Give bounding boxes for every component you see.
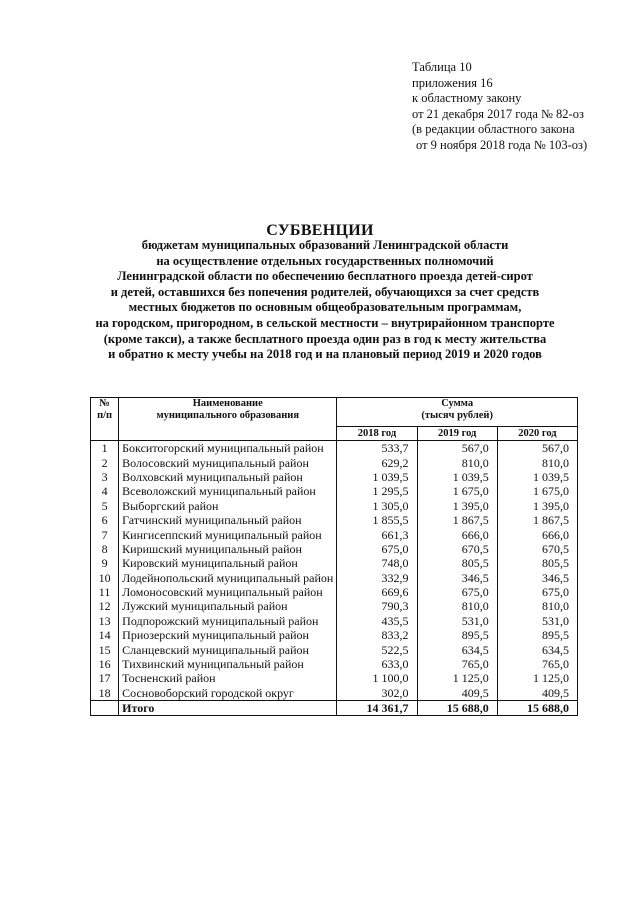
column-header-name [119, 398, 337, 441]
row-value-2018: 332,9 [337, 571, 417, 585]
row-number: 9 [91, 556, 119, 570]
row-number: 3 [91, 470, 119, 484]
row-name: Тосненский район [119, 671, 337, 685]
row-value-2019: 409,5 [417, 686, 497, 701]
table-row [91, 657, 578, 671]
row-value-2019: 531,0 [417, 614, 497, 628]
row-value-2020: 409,5 [497, 686, 577, 701]
row-value-2019: 346,5 [417, 571, 497, 585]
row-value-2019: 634,5 [417, 642, 497, 656]
total-value-2019: 15 688,0 [417, 701, 497, 716]
row-name: Кингисеппский муниципальный район [119, 527, 337, 541]
row-value-2019: 765,0 [417, 657, 497, 671]
total-row [91, 701, 578, 716]
row-name: Выборгский район [119, 499, 337, 513]
subtitle-line: на осуществление отдельных государственных полномочий [156, 253, 494, 268]
row-value-2018: 833,2 [337, 628, 417, 642]
row-name: Лодейнопольский муниципальный район [119, 571, 337, 585]
total-value-2020: 15 688,0 [497, 701, 577, 716]
row-value-2019: 670,5 [417, 542, 497, 556]
total-label: Итого [119, 701, 337, 716]
row-name: Гатчинский муниципальный район [119, 513, 337, 527]
row-value-2020: 1 867,5 [497, 513, 577, 527]
row-value-2020: 1 675,0 [497, 484, 577, 498]
row-value-2019: 567,0 [417, 441, 497, 456]
column-header-year: 2019 год [417, 427, 497, 441]
table-row [91, 599, 578, 613]
row-value-2018: 790,3 [337, 599, 417, 613]
row-value-2018: 633,0 [337, 657, 417, 671]
subsidy-table [90, 397, 578, 716]
row-name: Бокситогорский муниципальный район [119, 441, 337, 456]
row-name: Сосновоборский городской округ [119, 686, 337, 701]
row-value-2019: 1 675,0 [417, 484, 497, 498]
table-row [91, 585, 578, 599]
header-line: от 21 декабря 2017 года № 82-оз [412, 106, 584, 121]
column-header-number: № п/п [91, 398, 119, 441]
table-row [91, 571, 578, 585]
row-value-2020: 765,0 [497, 657, 577, 671]
row-number: 14 [91, 628, 119, 642]
row-value-2018: 1 305,0 [337, 499, 417, 513]
subtitle-line: местных бюджетов по основным общеобразовательным программам, [128, 300, 522, 315]
row-value-2018: 1 855,5 [337, 513, 417, 527]
table-row [91, 671, 578, 685]
row-value-2020: 895,5 [497, 628, 577, 642]
row-value-2019: 675,0 [417, 585, 497, 599]
header-line: к областному закону [412, 91, 522, 106]
row-number: 4 [91, 484, 119, 498]
column-header-year: 2018 год [337, 427, 417, 441]
document-title: СУБВЕНЦИИ [266, 222, 374, 239]
row-number: 1 [91, 441, 119, 456]
row-name: Приозерский муниципальный район [119, 628, 337, 642]
column-header-year: 2020 год [497, 427, 577, 441]
row-number: 7 [91, 527, 119, 541]
row-value-2019: 1 867,5 [417, 513, 497, 527]
row-value-2018: 629,2 [337, 455, 417, 469]
row-value-2020: 805,5 [497, 556, 577, 570]
row-value-2020: 1 039,5 [497, 470, 577, 484]
row-value-2018: 748,0 [337, 556, 417, 570]
row-value-2018: 302,0 [337, 686, 417, 701]
table-row [91, 642, 578, 656]
table-row [91, 686, 578, 701]
table-row [91, 614, 578, 628]
row-value-2020: 810,0 [497, 599, 577, 613]
row-name: Лужский муниципальный район [119, 599, 337, 613]
row-name: Тихвинский муниципальный район [119, 657, 337, 671]
table-row [91, 628, 578, 642]
row-number: 2 [91, 455, 119, 469]
row-value-2020: 346,5 [497, 571, 577, 585]
row-name: Киришский муниципальный район [119, 542, 337, 556]
column-header-sum [337, 398, 578, 427]
row-value-2019: 1 395,0 [417, 499, 497, 513]
row-value-2020: 666,0 [497, 527, 577, 541]
header-line: (в редакции областного закона [412, 122, 575, 137]
row-name: Всеволожский муниципальный район [119, 484, 337, 498]
subtitle-line: и обратно к месту учебы на 2018 год и на плановый период 2019 и 2020 годов [108, 347, 542, 362]
row-number: 16 [91, 657, 119, 671]
row-value-2020: 1 395,0 [497, 499, 577, 513]
document-subtitle [40, 238, 610, 363]
row-name: Подпорожский муниципальный район [119, 614, 337, 628]
row-number: 17 [91, 671, 119, 685]
table-row [91, 542, 578, 556]
row-number: 13 [91, 614, 119, 628]
row-number: 12 [91, 599, 119, 613]
subtitle-line: (кроме такси), а также бесплатного проезда один раз в год к месту жительства [103, 331, 547, 346]
row-number: 5 [91, 499, 119, 513]
row-number: 6 [91, 513, 119, 527]
subtitle-line: на городском, пригородном, в сельской местности – внутрирайонном транспорте [95, 315, 555, 330]
row-value-2020: 1 125,0 [497, 671, 577, 685]
column-header-name-line2: муниципального образования [156, 410, 300, 421]
row-value-2018: 522,5 [337, 642, 417, 656]
row-value-2018: 661,3 [337, 527, 417, 541]
subtitle-line: и детей, оставшихся без попечения родителей, обучающихся за счет средств [110, 284, 540, 299]
row-value-2020: 675,0 [497, 585, 577, 599]
total-value-2018: 14 361,7 [337, 701, 417, 716]
subtitle-line: бюджетам муниципальных образований Ленинградской области [141, 238, 509, 252]
row-name: Сланцевский муниципальный район [119, 642, 337, 656]
table-row [91, 527, 578, 541]
row-number: 11 [91, 585, 119, 599]
row-number: 15 [91, 642, 119, 656]
column-header-sum-line2: (тысяч рублей) [421, 410, 493, 421]
table-row [91, 499, 578, 513]
row-name: Волосовский муниципальный район [119, 455, 337, 469]
header-line: приложения 16 [412, 75, 493, 90]
table-row [91, 470, 578, 484]
subtitle-line: Ленинградской области по обеспечению бесплатного проезда детей-сирот [117, 269, 533, 284]
table-row [91, 556, 578, 570]
row-number: 18 [91, 686, 119, 701]
row-value-2019: 810,0 [417, 599, 497, 613]
row-value-2018: 1 100,0 [337, 671, 417, 685]
row-value-2020: 670,5 [497, 542, 577, 556]
header-line: Таблица 10 [412, 60, 472, 74]
table-row [91, 484, 578, 498]
row-name: Ломоносовский муниципальный район [119, 585, 337, 599]
column-header-sum-line1: Сумма [441, 398, 474, 409]
column-header-name-line1: Наименование [192, 398, 263, 409]
row-name: Волховский муниципальный район [119, 470, 337, 484]
row-value-2018: 435,5 [337, 614, 417, 628]
total-number-cell [91, 701, 119, 716]
row-value-2018: 1 039,5 [337, 470, 417, 484]
row-value-2018: 669,6 [337, 585, 417, 599]
row-value-2018: 1 295,5 [337, 484, 417, 498]
table-row [91, 455, 578, 469]
row-value-2020: 567,0 [497, 441, 577, 456]
row-value-2018: 533,7 [337, 441, 417, 456]
row-name: Кировский муниципальный район [119, 556, 337, 570]
row-value-2020: 531,0 [497, 614, 577, 628]
table-row [91, 513, 578, 527]
header-line: от 9 ноября 2018 года № 103-оз) [416, 137, 588, 152]
row-value-2019: 1 039,5 [417, 470, 497, 484]
row-value-2019: 666,0 [417, 527, 497, 541]
row-number: 10 [91, 571, 119, 585]
row-value-2018: 675,0 [337, 542, 417, 556]
row-number: 8 [91, 542, 119, 556]
table-row [91, 441, 578, 456]
row-value-2019: 805,5 [417, 556, 497, 570]
row-value-2020: 810,0 [497, 455, 577, 469]
document-header [412, 60, 587, 154]
row-value-2019: 810,0 [417, 455, 497, 469]
row-value-2019: 895,5 [417, 628, 497, 642]
row-value-2020: 634,5 [497, 642, 577, 656]
row-value-2019: 1 125,0 [417, 671, 497, 685]
